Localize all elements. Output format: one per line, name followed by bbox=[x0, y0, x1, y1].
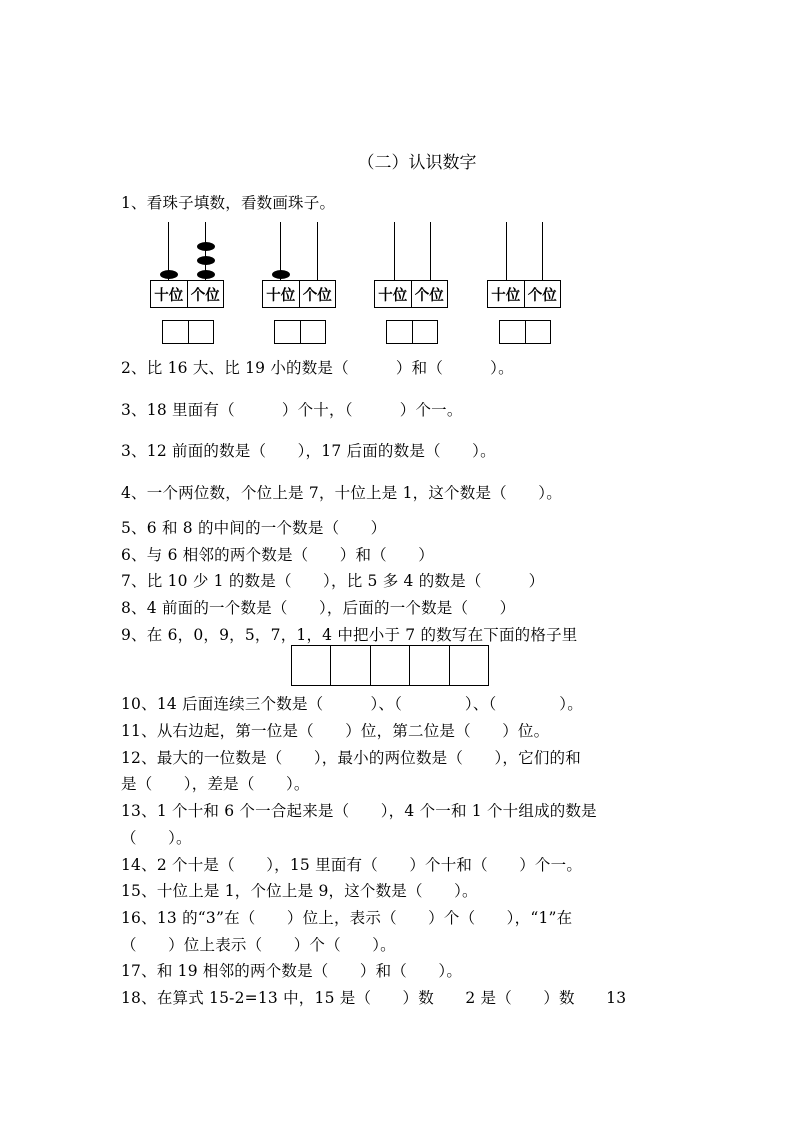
question-6: 6、与 6 相邻的两个数是（ ）和（ ） bbox=[121, 546, 434, 564]
ones-bead bbox=[197, 242, 215, 251]
answer-cell-ones[interactable] bbox=[412, 321, 438, 343]
answer-cell-tens[interactable] bbox=[163, 321, 188, 343]
ones-rod bbox=[542, 222, 543, 281]
question-7: 7、比 10 少 1 的数是（ ），比 5 多 4 的数是（ ） bbox=[121, 572, 545, 590]
question-3a: 3、18 里面有（ ）个十，（ ）个一。 bbox=[121, 401, 463, 419]
abacus-1 bbox=[150, 222, 230, 347]
grid-cell[interactable] bbox=[370, 646, 409, 685]
page-title: （二）认识数字 bbox=[357, 153, 477, 173]
place-value-label-box bbox=[374, 280, 448, 308]
question-16-cont: （ ）位上表示（ ）个（ ）。 bbox=[121, 936, 396, 954]
question-15: 15、十位上是 1，个位上是 9，这个数是（ ）。 bbox=[121, 882, 478, 900]
place-value-label-box bbox=[150, 280, 224, 308]
tens-label: 十位 bbox=[154, 286, 184, 304]
abacus-3 bbox=[374, 222, 454, 347]
answer-cell-tens[interactable] bbox=[500, 321, 525, 343]
question-16: 16、13 的“3”在（ ）位上，表示（ ）个（ ），“1”在 bbox=[121, 909, 573, 927]
question-8: 8、4 前面的一个数是（ ），后面的一个数是（ ） bbox=[121, 599, 516, 617]
abacus-2 bbox=[262, 222, 342, 347]
ones-label: 个位 bbox=[187, 281, 224, 307]
question-1: 1、看珠子填数，看数画珠子。 bbox=[121, 194, 336, 212]
ones-label: 个位 bbox=[411, 281, 448, 307]
ones-label: 个位 bbox=[524, 281, 561, 307]
tens-label: 十位 bbox=[266, 286, 296, 304]
answer-cell-ones[interactable] bbox=[525, 321, 551, 343]
tens-rod bbox=[394, 222, 395, 281]
answer-box[interactable] bbox=[274, 320, 326, 344]
answer-cell-tens[interactable] bbox=[387, 321, 412, 343]
question-3b: 3、12 前面的数是（ ），17 后面的数是（ ）。 bbox=[121, 442, 496, 460]
question-4: 4、一个两位数，个位上是 7，十位上是 1，这个数是（ ）。 bbox=[121, 484, 562, 502]
tens-rod bbox=[506, 222, 507, 281]
question-12-cont: 是（ ），差是（ ）。 bbox=[121, 775, 310, 793]
question-18: 18、在算式 15-2=13 中，15 是（ ）数 2 是（ ）数 13 bbox=[121, 989, 627, 1007]
question-9: 9、在 6，0，9，5，7，1，4 中把小于 7 的数写在下面的格子里 bbox=[121, 626, 578, 644]
question-11: 11、从右边起，第一位是（ ）位，第二位是（ ）位。 bbox=[121, 722, 550, 740]
answer-cell-tens[interactable] bbox=[275, 321, 300, 343]
answer-cell-ones[interactable] bbox=[300, 321, 326, 343]
ones-rod bbox=[317, 222, 318, 281]
tens-label: 十位 bbox=[491, 286, 521, 304]
tens-bead bbox=[160, 270, 178, 279]
answer-box[interactable] bbox=[499, 320, 551, 344]
grid-cell[interactable] bbox=[409, 646, 448, 685]
ones-rod bbox=[430, 222, 431, 281]
ones-bead bbox=[197, 270, 215, 279]
question-12: 12、最大的一位数是（ ），最小的两位数是（ ），它们的和 bbox=[121, 749, 581, 767]
abacus-4 bbox=[487, 222, 567, 347]
answer-cell-ones[interactable] bbox=[188, 321, 214, 343]
grid-cell[interactable] bbox=[449, 646, 488, 685]
grid-cell[interactable] bbox=[292, 646, 330, 685]
tens-label: 十位 bbox=[378, 286, 408, 304]
abacus-group bbox=[150, 222, 570, 347]
question-2: 2、比 16 大、比 19 小的数是（ ）和（ ）。 bbox=[121, 359, 514, 377]
ones-bead bbox=[197, 256, 215, 265]
answer-grid[interactable] bbox=[291, 645, 489, 686]
tens-bead bbox=[272, 270, 290, 279]
place-value-label-box bbox=[487, 280, 561, 308]
place-value-label-box bbox=[262, 280, 336, 308]
question-13-cont: （ ）。 bbox=[121, 829, 192, 847]
question-5: 5、6 和 8 的中间的一个数是（ ） bbox=[121, 519, 387, 537]
question-13: 13、1 个十和 6 个一合起来是（ ），4 个一和 1 个十组成的数是 bbox=[121, 802, 597, 820]
answer-box[interactable] bbox=[386, 320, 438, 344]
answer-box[interactable] bbox=[162, 320, 214, 344]
question-10: 10、14 后面连续三个数是（ ）、（ ）、（ ）。 bbox=[121, 695, 583, 713]
question-17: 17、和 19 相邻的两个数是（ ）和（ ）。 bbox=[121, 962, 463, 980]
ones-label: 个位 bbox=[299, 281, 336, 307]
grid-cell[interactable] bbox=[330, 646, 369, 685]
question-14: 14、2 个十是（ ），15 里面有（ ）个十和（ ）个一。 bbox=[121, 856, 583, 874]
